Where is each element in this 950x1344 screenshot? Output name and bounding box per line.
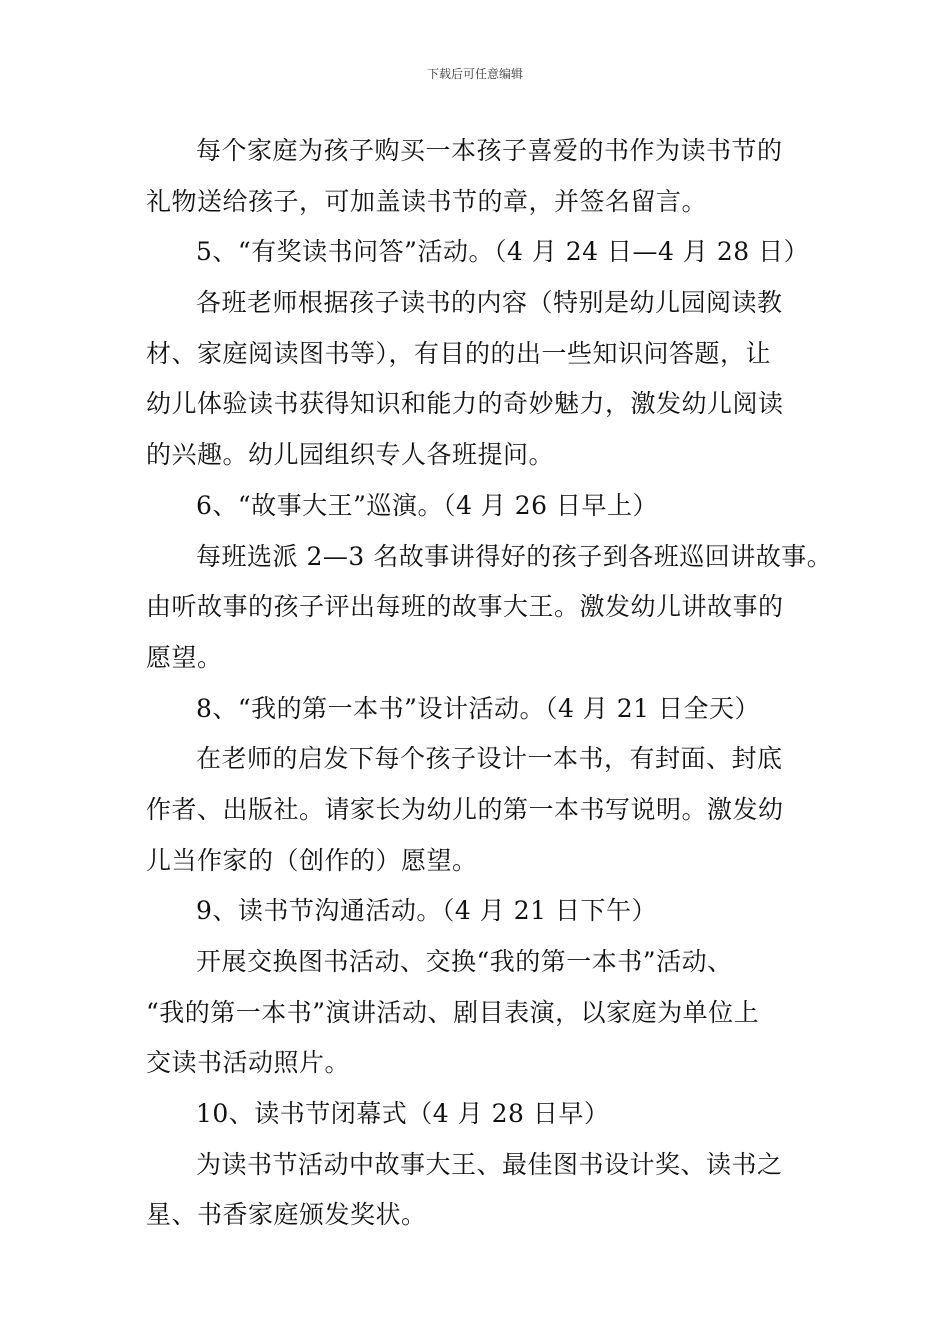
body-line: 儿当作家的（创作的）愿望。: [146, 845, 478, 875]
body-line: 幼儿体验读书获得知识和能力的奇妙魅力，激发幼儿阅读: [146, 389, 784, 419]
body-line: 由听故事的孩子评出每班的故事大王。激发幼儿讲故事的: [146, 592, 784, 622]
body-line: 星、书香家庭颁发奖状。: [146, 1200, 427, 1230]
section-heading: 6、“故事大王”巡演。（4 月 26 日早上）: [196, 490, 659, 520]
body-line: 礼物送给孩子，可加盖读书节的章，并签名留言。: [146, 186, 708, 216]
body-line: 愿望。: [146, 642, 223, 672]
section-heading: 5、“有奖读书问答”活动。（4 月 24 日—4 月 28 日）: [196, 237, 810, 267]
body-line: 在老师的启发下每个孩子设计一本书，有封面、封底: [196, 744, 783, 774]
document-body: [146, 126, 833, 1241]
body-line: 为读书节活动中故事大王、最佳图书设计奖、读书之: [196, 1149, 783, 1179]
section-heading: 9、读书节沟通活动。（4 月 21 日下午）: [196, 896, 657, 926]
page-header-note: 下载后可任意编辑: [426, 67, 523, 81]
body-line: 材、家庭阅读图书等），有目的的出一些知识问答题，让: [146, 338, 772, 368]
body-line: 的兴趣。幼儿园组织专人各班提问。: [146, 440, 555, 470]
body-line: 开展交换图书活动、交换“我的第一本书”活动、: [196, 947, 733, 976]
section-heading: 8、“我的第一本书”设计活动。（4 月 21 日全天）: [196, 693, 761, 723]
body-line: “我的第一本书”演讲活动、剧目表演，以家庭为单位上: [146, 997, 760, 1027]
body-line: 每班选派 2—3 名故事讲得好的孩子到各班巡回讲故事。: [196, 541, 833, 571]
section-heading: 10、读书节闭幕式（4 月 28 日早）: [196, 1099, 610, 1129]
body-line: 各班老师根据孩子读书的内容（特别是幼儿园阅读教: [196, 288, 783, 318]
body-line: 每个家庭为孩子购买一本孩子喜爱的书作为读书节的: [196, 136, 783, 165]
body-line: 交读书活动照片。: [146, 1048, 351, 1078]
body-line: 作者、出版社。请家长为幼儿的第一本书写说明。激发幼: [146, 794, 784, 824]
